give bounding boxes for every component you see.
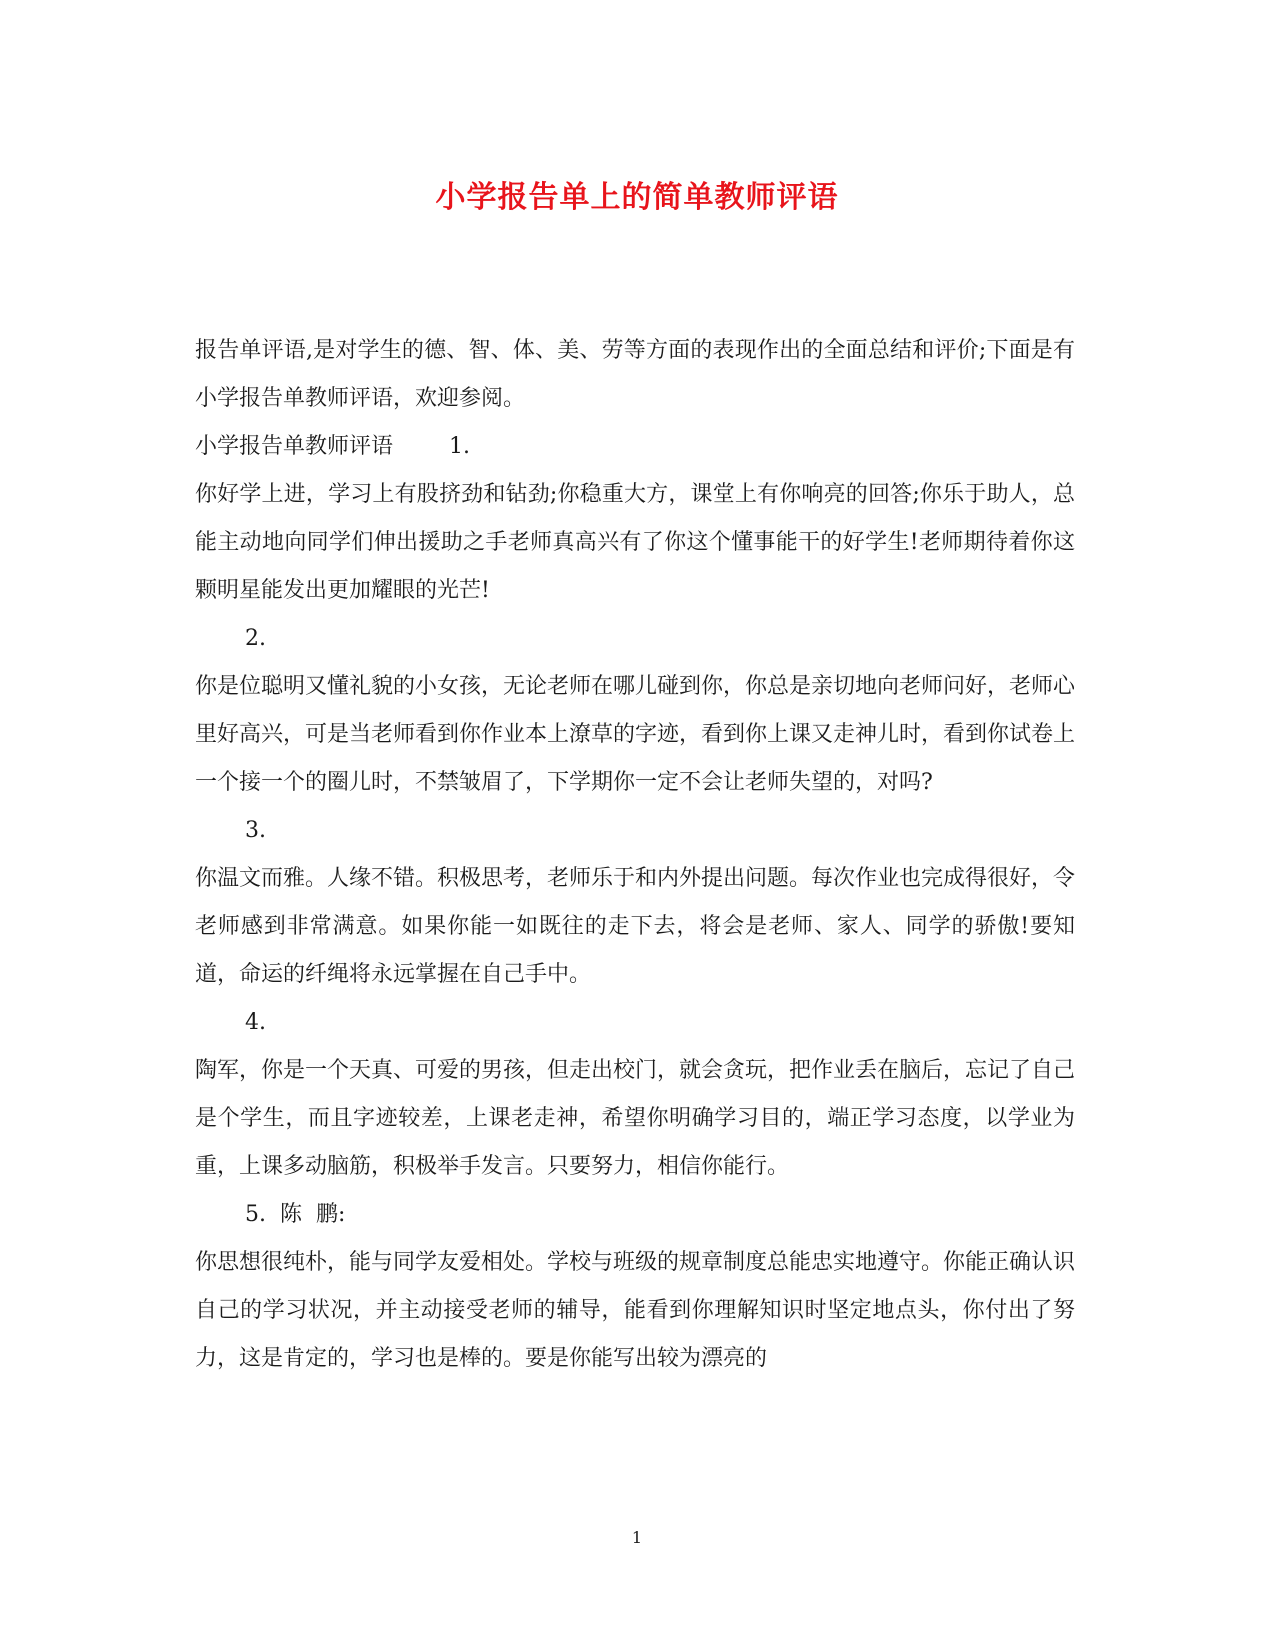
document-body (195, 327, 1075, 1383)
comment-paragraph: 你是位聪明又懂礼貌的小女孩，无论老师在哪儿碰到你，你总是亲切地向老师问好，老师心里好高兴，可是当老师看到你作业本上潦草的字迹，看到你上课又走神儿时，看到你试卷上一个接一个的圈儿时，不禁皱眉了，下学期你一定不会让老师失望的，对吗? (195, 674, 1076, 795)
item-number: 1. (448, 434, 470, 459)
item-number: 3. (245, 818, 266, 843)
page-title: 小学报告单上的简单教师评语 (435, 180, 839, 215)
section-heading (195, 423, 1075, 471)
comment-paragraph: 你好学上进，学习上有股挤劲和钻劲;你稳重大方，课堂上有你响亮的回答;你乐于助人，总能主动地向同学们伸出援助之手老师真高兴有了你这个懂事能干的好学生!老师期待着你这颗明星能发出更加耀眼的光芒! (195, 482, 1075, 603)
item-number: 2. (245, 626, 266, 651)
intro-paragraph: 报告单评语,是对学生的德、智、体、美、劳等方面的表现作出的全面总结和评价;下面是有小学报告单教师评语，欢迎参阅。 (195, 338, 1075, 411)
comment-paragraph: 陶军，你是一个天真、可爱的男孩，但走出校门，就会贪玩，把作业丢在脑后，忘记了自己是个学生，而且字迹较差，上课老走神，希望你明确学习目的，端正学习态度，以学业为重，上课多动脑筋，积极举手发言。只要努力，相信你能行。 (195, 1058, 1076, 1179)
comment-paragraph: 你温文而雅。人缘不错。积极思考，老师乐于和内外提出问题。每次作业也完成得很好，令老师感到非常满意。如果你能一如既往的走下去，将会是老师、家人、同学的骄傲!要知道，命运的纤绳将永远掌握在自己手中。 (195, 866, 1076, 987)
comment-paragraph: 你思想很纯朴，能与同学友爱相处。学校与班级的规章制度总能忠实地遵守。你能正确认识自己的学习状况，并主动接受老师的辅导，能看到你理解知识时坚定地点头，你付出了努力，这是肯定的，学习也是棒的。要是你能写出较为漂亮的 (195, 1250, 1076, 1371)
item-number: 4. (245, 1010, 266, 1035)
item-number: 5. 陈 鹏: (245, 1202, 346, 1227)
section-heading-text: 小学报告单教师评语 (195, 434, 394, 459)
page-number: 1 (631, 1528, 643, 1547)
